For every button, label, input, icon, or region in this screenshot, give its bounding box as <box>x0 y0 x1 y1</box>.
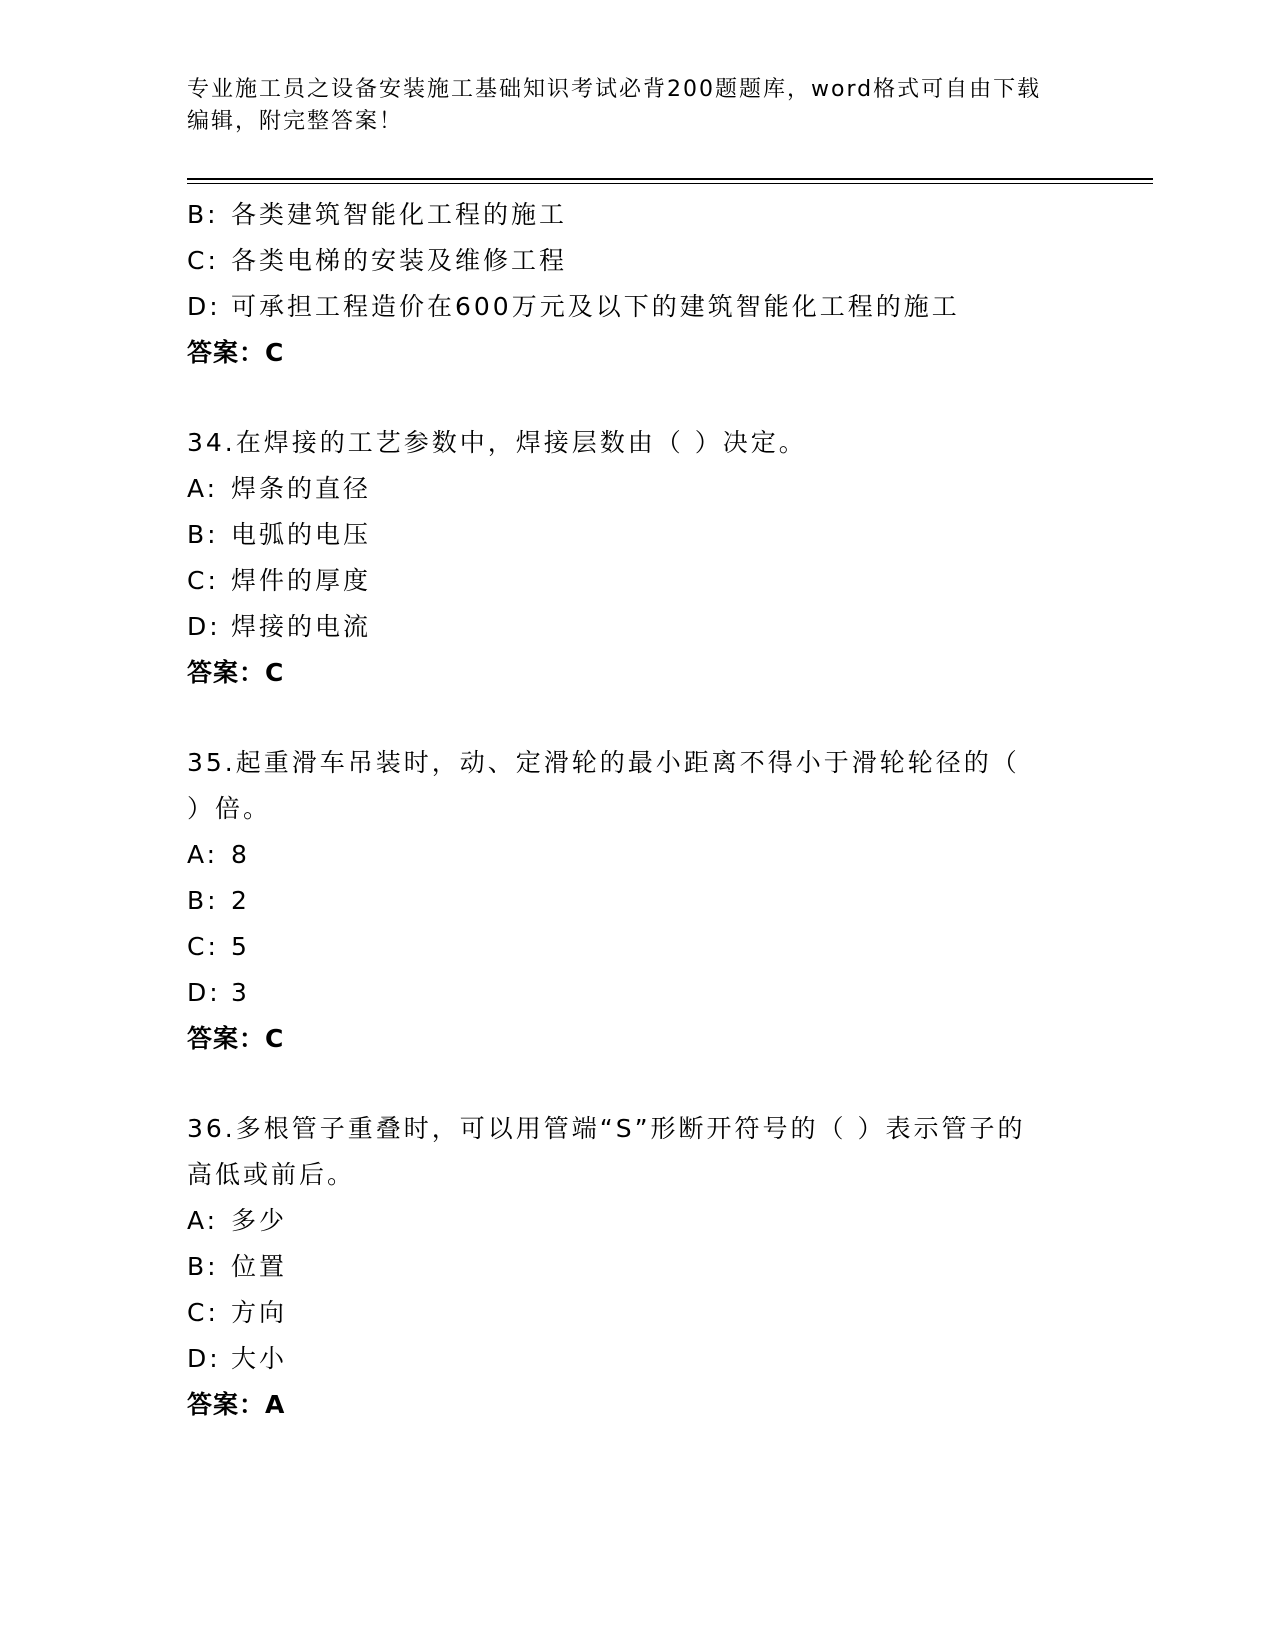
question-text: 36.多根管子重叠时，可以用管端“S”形断开符号的（ ）表示管子的 <box>187 1114 1026 1143</box>
option-d: D: 焊接的电流 <box>187 612 372 641</box>
option-c: C: 方向 <box>187 1298 288 1327</box>
option-d: D: 3 <box>187 978 250 1007</box>
option-a: A: 多少 <box>187 1206 288 1235</box>
answer-line: 答案：A <box>187 1390 286 1419</box>
option-d: D: 大小 <box>187 1344 288 1373</box>
option-b: B: 2 <box>187 886 250 915</box>
option-b: B: 位置 <box>187 1252 288 1281</box>
question-text-continued: 高低或前后。 <box>187 1160 356 1189</box>
answer-line: 答案：C <box>187 338 285 367</box>
header-divider-thick <box>187 178 1153 180</box>
header-title-line-2: 编辑，附完整答案！ <box>187 109 404 134</box>
question-35 <box>187 740 1067 1062</box>
option-a: A: 焊条的直径 <box>187 474 372 503</box>
answer-line: 答案：C <box>187 658 285 687</box>
option-c: C: 5 <box>187 932 250 961</box>
question-text: 34.在焊接的工艺参数中，焊接层数由（ ）决定。 <box>187 428 807 457</box>
question-text-continued: ）倍。 <box>187 794 272 823</box>
question-36 <box>187 1106 1067 1428</box>
option-c: C: 各类电梯的安装及维修工程 <box>187 246 568 275</box>
option-c: C: 焊件的厚度 <box>187 566 372 595</box>
header-divider-thin <box>187 183 1153 184</box>
carryover-question <box>187 192 1067 376</box>
answer-line: 答案：C <box>187 1024 285 1053</box>
question-list <box>187 192 1067 1428</box>
option-a: A: 8 <box>187 840 250 869</box>
question-text: 35.起重滑车吊装时，动、定滑轮的最小距离不得小于滑轮轮径的（ <box>187 748 1020 777</box>
option-b: B: 电弧的电压 <box>187 520 372 549</box>
question-34 <box>187 420 1067 696</box>
option-b: B: 各类建筑智能化工程的施工 <box>187 200 568 229</box>
option-d: D: 可承担工程造价在600万元及以下的建筑智能化工程的施工 <box>187 292 960 321</box>
document-header <box>187 74 1067 138</box>
header-title-line-1: 专业施工员之设备安装施工基础知识考试必背200题题库，word格式可自由下载 <box>187 77 1042 102</box>
